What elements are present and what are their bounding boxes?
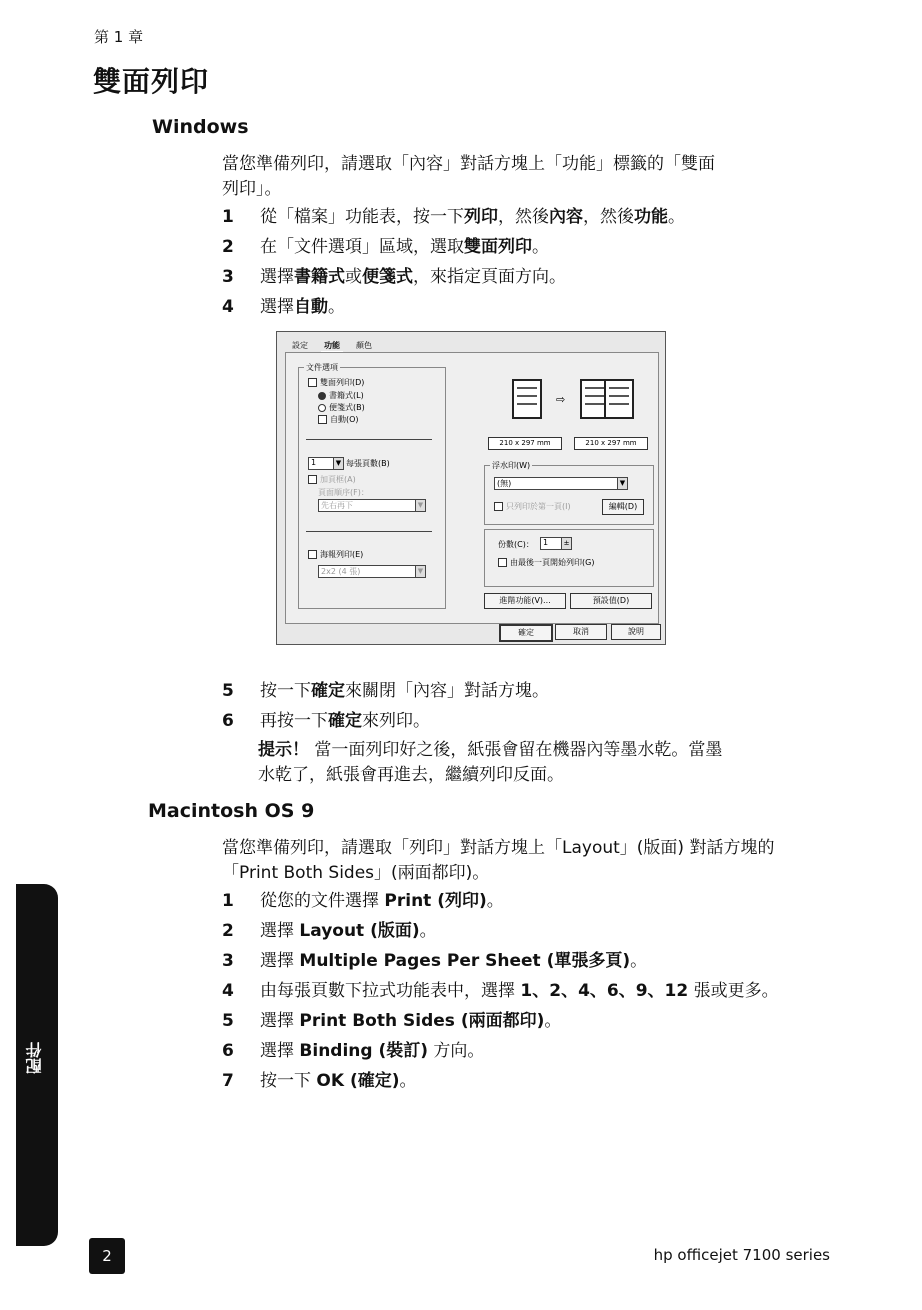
pages-per-sheet-label: 每張頁數(B) [346,459,390,468]
step-6 [222,706,549,736]
step-text: 選擇 [260,267,294,287]
mac-intro [222,836,774,886]
tab-color[interactable]: 顏色 [356,341,372,350]
step-text: 。 [630,951,648,971]
pages-per-sheet-select[interactable] [308,457,344,470]
mac-step-4 [222,976,779,1006]
step-number: 2 [222,921,234,941]
step-text: 來列印。 [362,711,430,731]
single-page-preview-icon [512,379,542,419]
book-radio[interactable] [318,390,364,401]
select-value: (無) [497,479,512,488]
step-text: 從「檔案」功能表，按一下 [260,207,464,227]
mac-intro-line2: 「Print Both Sides」(兩面都印)。 [222,863,490,883]
advanced-features-button[interactable]: 進階功能(V)... [484,593,566,609]
mac-step-3 [222,946,779,976]
step-number: 3 [222,267,234,287]
stepper-value: 1 [543,538,549,547]
mac-step-7 [222,1066,779,1096]
tip-line2: 水乾了，紙張會再進去，繼續列印反面。 [258,765,564,785]
cancel-button[interactable]: 取消 [555,624,607,640]
step-text: 在「文件選項」區域，選取 [260,237,464,257]
page-size-left: 210 x 297 mm [488,437,562,450]
page-order-label: 頁面順序(F)： [318,488,369,497]
step-text: 選擇 [260,297,294,317]
step-text: 按一下 [260,681,311,701]
step-bold: 雙面列印 [464,237,532,257]
tip-label: 提示！ [258,740,309,760]
step-text: 從您的文件選擇 [260,891,385,911]
mac-step-1 [222,886,779,916]
mac-step-2 [222,916,779,946]
print-borders-label: 加頁框(A) [320,475,356,484]
select-value: 1 [311,458,317,467]
step-text: 。 [668,207,685,227]
chevron-down-icon: ▼ [617,478,627,489]
windows-heading: Windows [152,116,249,138]
chevron-down-icon: ▼ [415,566,425,577]
step-text: 選擇 [260,1041,300,1061]
step-2 [222,232,685,262]
chapter-label: 第 1 章 [94,28,144,46]
step-text: ，然後 [498,207,549,227]
reverse-order-checkbox[interactable] [498,557,594,568]
checkbox-icon [498,558,507,567]
duplex-checkbox[interactable] [308,377,364,388]
watermark-group [484,465,654,525]
radio-icon [318,404,326,412]
page-title: 雙面列印 [93,65,210,98]
select-value: 2x2 (4 張) [321,567,361,576]
step-text: 按一下 [260,1071,317,1091]
step-bold: Multiple Pages Per Sheet (單張多頁) [299,951,631,971]
step-text: 。 [532,237,549,257]
watermark-label: 浮水印(W) [492,461,531,470]
step-text: 選擇 [260,951,300,971]
step-bold: 書籍式 [294,267,345,287]
step-number: 6 [222,1041,234,1061]
duplex-page-back-preview-icon [604,379,634,419]
edit-button[interactable]: 編輯(D) [602,499,644,515]
step-text: 選擇 [260,1011,300,1031]
windows-intro-line1: 當您準備列印，請選取「內容」對話方塊上「功能」標籤的「雙面 [222,154,715,174]
tip-line1 [258,738,722,763]
document-options-label: 文件選項 [306,363,338,372]
step-bold: 內容 [549,207,583,227]
divider [306,531,432,532]
step-number: 1 [222,207,234,227]
step-text: 由每張頁數下拉式功能表中，選擇 [260,981,521,1001]
step-4 [222,292,685,322]
arrow-right-icon: ⇨ [556,393,566,406]
step-bold: 自動 [294,297,328,317]
help-button[interactable]: 說明 [611,624,661,640]
duplex-label: 雙面列印(D) [320,378,365,387]
tip-block [258,738,722,788]
step-number: 7 [222,1071,234,1091]
step-bold: 列印 [464,207,498,227]
mac-steps [222,886,779,1096]
step-number: 4 [222,297,234,317]
step-text: 張或更多。 [688,981,779,1001]
copies-stepper[interactable] [540,537,572,550]
step-bold: 1、2、4、6、9、12 [520,981,689,1001]
copies-label: 份數(C)： [498,540,534,549]
step-bold: 功能 [634,207,668,227]
mac-heading: Macintosh OS 9 [148,800,315,822]
section-side-tab-label: 配件 [25,1042,44,1074]
step-1 [222,202,685,232]
checkbox-checked-icon [308,378,317,387]
properties-dialog [276,331,666,645]
step-bold: 確定 [311,681,345,701]
defaults-button[interactable]: 預設值(D) [570,593,652,609]
mac-intro-line1: 當您準備列印，請選取「列印」對話方塊上「Layout」(版面) 對話方塊的 [222,838,775,858]
chevron-down-icon: ▼ [415,500,425,511]
footer-product-name: hp officejet 7100 series [653,1246,830,1264]
step-text: 。 [419,921,437,941]
spin-arrows-icon: ± [561,538,571,549]
checkbox-checked-icon [494,502,503,511]
step-3 [222,262,685,292]
step-text: 。 [544,1011,562,1031]
windows-steps-after [222,676,549,736]
radio-selected-icon [318,392,326,400]
poster-select[interactable] [318,565,426,578]
chevron-down-icon: ▼ [333,458,343,469]
checkbox-icon [308,550,317,559]
step-text: 。 [486,891,504,911]
step-bold: Print (列印) [384,891,487,911]
step-bold: Layout (版面) [299,921,420,941]
step-bold: Binding (裝訂) [299,1041,429,1061]
windows-steps [222,202,685,322]
poster-checkbox[interactable] [308,549,363,560]
tab-features[interactable]: 功能 [321,340,343,352]
step-number: 4 [222,981,234,1001]
windows-intro [222,152,715,202]
features-panel [285,352,659,624]
step-number: 5 [222,1011,234,1031]
mac-step-6 [222,1036,779,1066]
step-number: 3 [222,951,234,971]
page-number: 2 [89,1238,125,1274]
tip-text: 當一面列印好之後，紙張會留在機器內等墨水乾。當墨 [314,740,723,760]
tablet-radio[interactable] [318,402,365,413]
checkbox-checked-icon [318,415,327,424]
step-bold: 確定 [328,711,362,731]
page-order-select[interactable] [318,499,426,512]
select-value: 先右再下 [321,501,353,510]
tab-settings[interactable]: 設定 [292,341,308,350]
step-text: 或 [345,267,362,287]
step-number: 1 [222,891,234,911]
step-text: 方向。 [428,1041,485,1061]
checkbox-icon [308,475,317,484]
reverse-order-label: 由最後一頁開始列印(G) [510,558,595,567]
first-page-only-checkbox[interactable] [494,501,571,512]
dialog-tabs [289,340,375,352]
step-bold: Print Both Sides (兩面都印) [299,1011,545,1031]
poster-label: 海報列印(E) [320,550,364,559]
step-number: 2 [222,237,234,257]
tablet-label: 便箋式(B) [329,403,365,412]
step-text: 。 [328,297,345,317]
step-5 [222,676,549,706]
watermark-select[interactable] [494,477,628,490]
first-page-only-label: 只列印於第一頁(I) [506,502,571,511]
step-number: 5 [222,681,234,701]
auto-checkbox[interactable] [318,414,359,425]
step-text: ，來指定頁面方向。 [413,267,566,287]
step-text: 選擇 [260,921,300,941]
step-text: 再按一下 [260,711,328,731]
divider [306,439,432,440]
auto-label: 自動(O) [330,415,359,424]
step-bold: 便箋式 [362,267,413,287]
windows-intro-line2: 列印」。 [222,179,282,199]
mac-step-5 [222,1006,779,1036]
page-size-right: 210 x 297 mm [574,437,648,450]
step-bold: OK (確定) [316,1071,400,1091]
step-text: 來關閉「內容」對話方塊。 [345,681,549,701]
step-text: 。 [399,1071,417,1091]
step-number: 6 [222,711,234,731]
print-borders-checkbox[interactable] [308,474,356,485]
book-label: 書籍式(L) [329,391,364,400]
ok-button[interactable]: 確定 [499,624,553,642]
step-text: ，然後 [583,207,634,227]
